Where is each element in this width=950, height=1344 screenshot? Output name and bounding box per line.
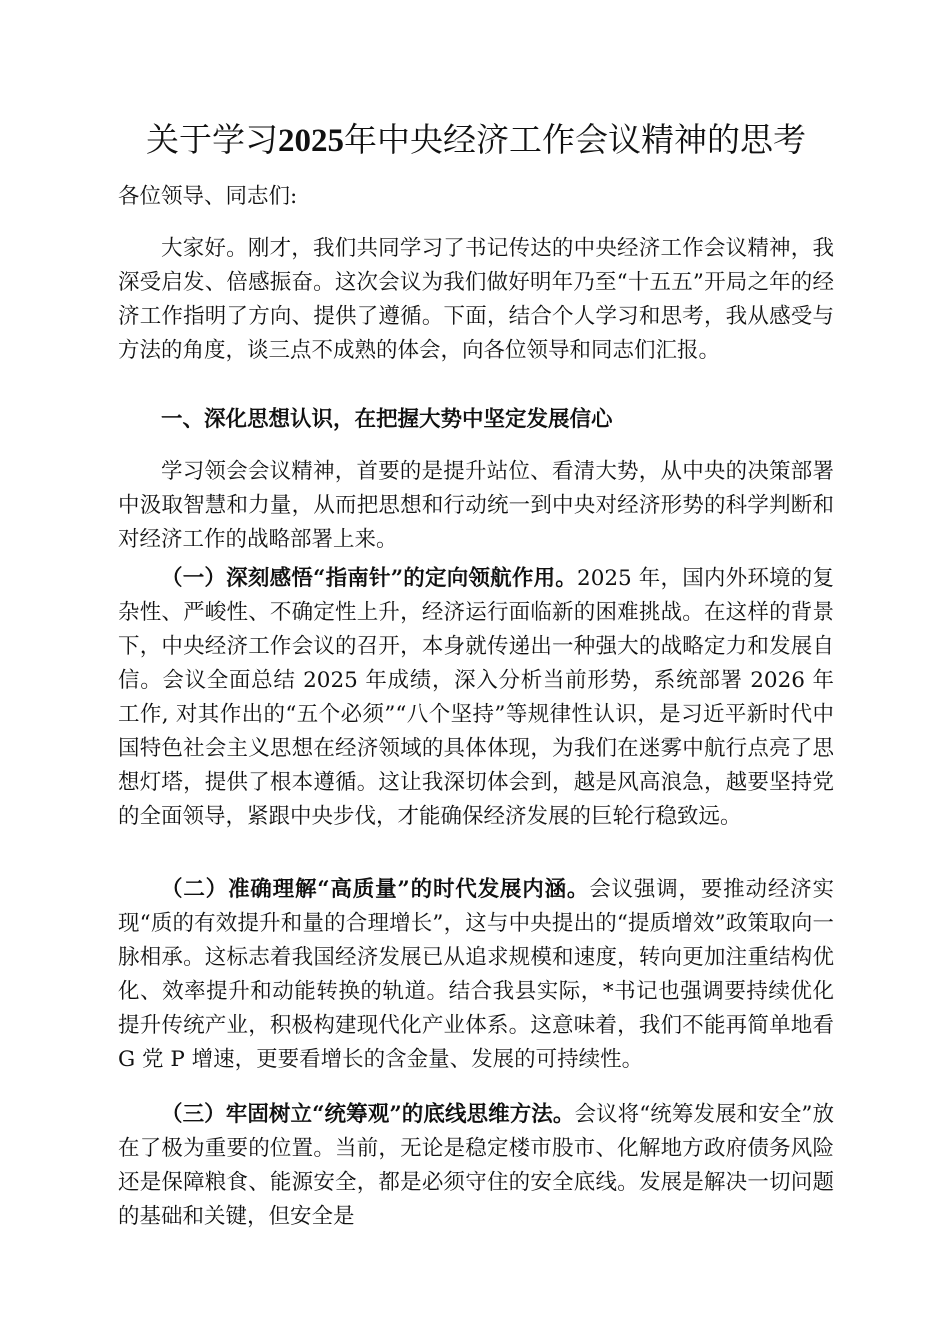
greeting: 各位领导、同志们: xyxy=(118,184,298,209)
title-prefix: 关于学习 xyxy=(146,120,278,159)
intro-paragraph: 大家好。刚才，我们共同学习了书记传达的中央经济工作会议精神，我深受启发、倍感振奋。这次会议为我们做好明年乃至“十五五”开局之年的经济工作指明了方向、提供了遵循。下面，结合个人学习和思考，我从感受与方法的角度，谈三点不成熟的体会，向各位领导和同志们汇报。 xyxy=(118,236,834,363)
point-2-body: 会议强调，要推动经济实现“质的有效提升和量的合理增长”，这与中央提出的“提质增效”政策取向一脉相承。这标志着我国经济发展已从追求规模和速度，转向更加注重结构优化、效率提升和动能转换的轨道。结合我县实际，*书记也强调要持续优化提升传统产业，积极构建现代化产业体系。这意味着，我们不能再简单地看 G 党 P 增速，更要看增长的含金量、发展的可持续性。 xyxy=(118,877,834,1072)
point-3-paragraph xyxy=(118,1098,834,1234)
point-1-body: 2025 年，国内外环境的复杂性、严峻性、不确定性上升，经济运行面临新的困难挑战。在这样的背景下，中央经济工作会议的召开，本身就传递出一种强大的战略定力和发展自信。会议全面总结 2025 年成绩，深入分析当前形势，系统部署 2026 年工作, 对其作出的“五个必须”“八个坚持”等规律性认识，是习近平新时代中国特色社会主义思想在经济领域的具体体现，为我们在迷雾中航行点亮了思想灯塔，提供了根本遵循。这让我深切体会到，越是风高浪急，越要坚持党的全面领导，紧跟中央步伐，才能确保经济发展的巨轮行稳致远。 xyxy=(118,566,834,829)
point-2-paragraph xyxy=(118,873,834,1077)
title-year: 2025 xyxy=(278,123,344,159)
section-1-intro: 学习领会会议精神，首要的是提升站位、看清大势，从中央的决策部署中汲取智慧和力量，从而把思想和行动统一到中央对经济形势的科学判断和对经济工作的战略部署上来。 xyxy=(118,459,834,552)
point-3-lead: （三）牢固树立“统筹观”的底线思维方法。 xyxy=(161,1102,575,1127)
point-3-body: 会议将“统筹发展和安全”放在了极为重要的位置。当前，无论是稳定楼市股市、化解地方政府债务风险还是保障粮食、能源安全，都是必须守住的安全底线。发展是解决一切问题的基础和关键，但安全是 xyxy=(118,1102,834,1229)
section-1-heading: 一、深化思想认识，在把握大势中坚定发展信心 xyxy=(161,407,613,432)
point-2-lead: （二）准确理解“高质量”的时代发展内涵。 xyxy=(161,877,590,902)
point-1-paragraph xyxy=(118,562,834,834)
title-suffix: 年中央经济工作会议精神的思考 xyxy=(344,120,806,159)
point-1-lead: （一）深刻感悟“指南针”的定向领航作用。 xyxy=(161,566,578,591)
document-title xyxy=(118,118,834,163)
